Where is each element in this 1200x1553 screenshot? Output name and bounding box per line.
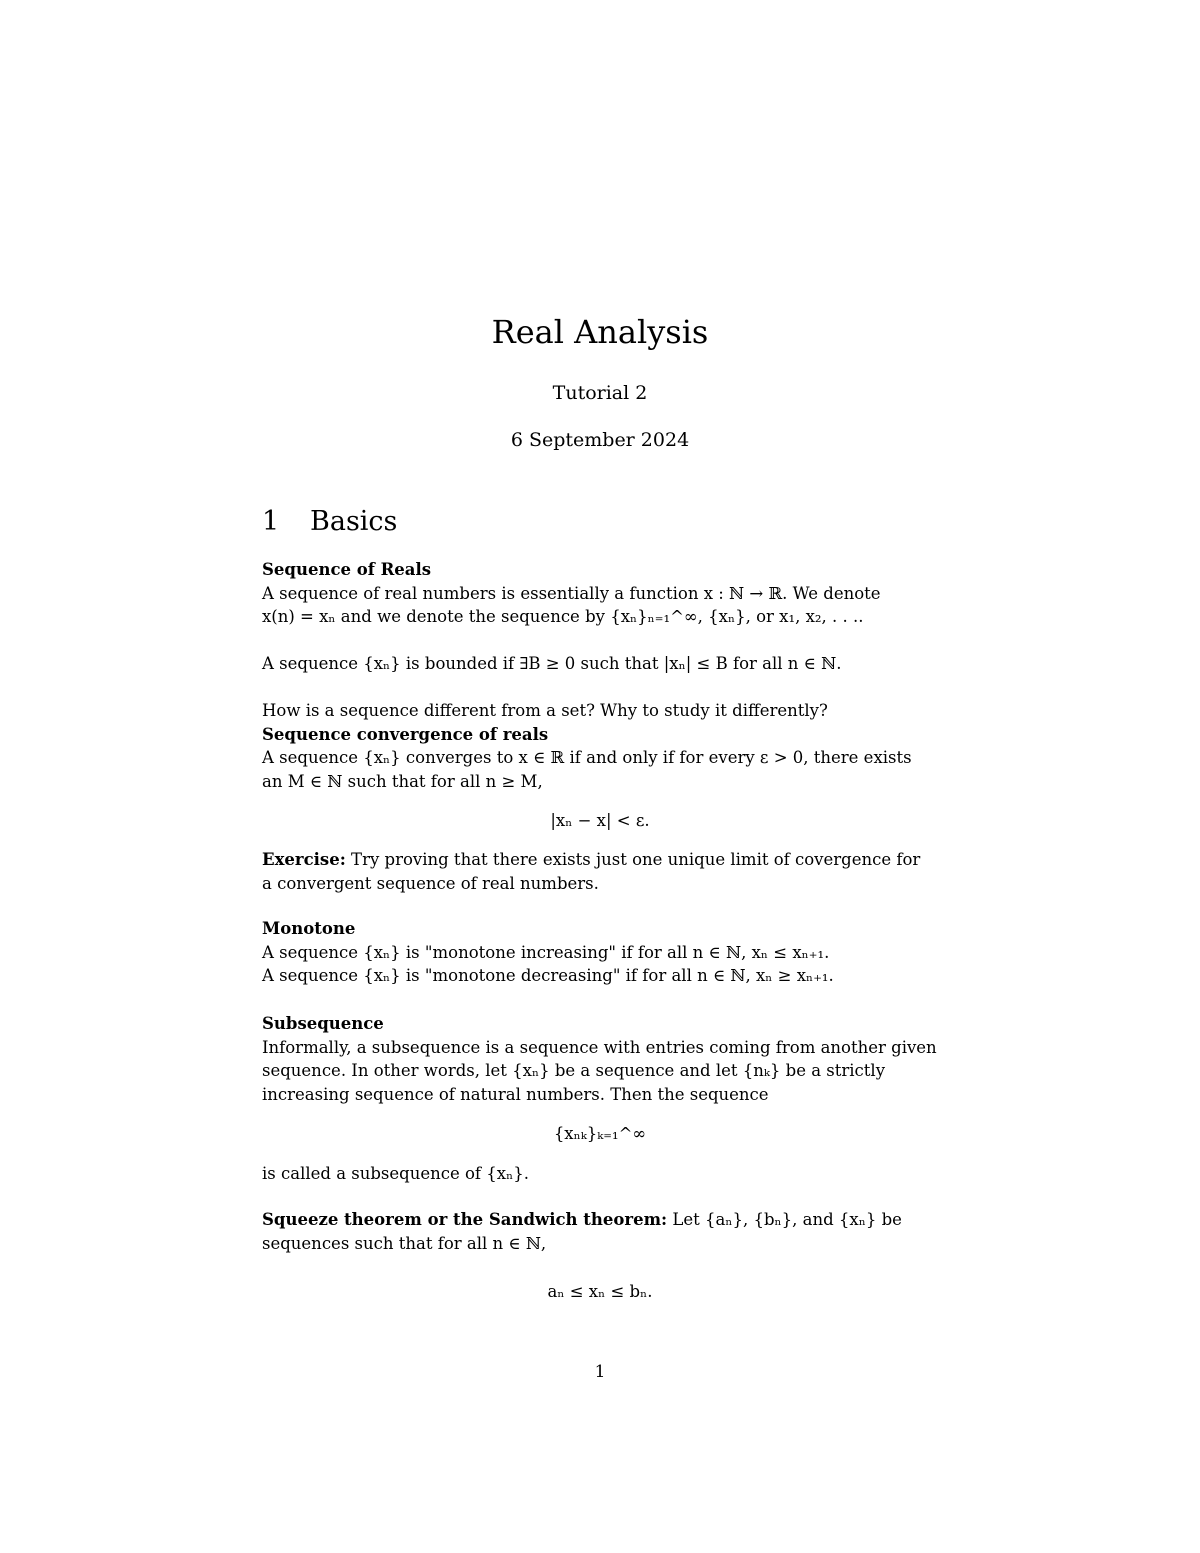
subsequence-line-1: Informally, a subsequence is a sequence with entries coming from another given [262,1037,937,1057]
exercise-line-2: a convergent sequence of real numbers. [262,873,599,893]
question-text: How is a sequence different from a set? Why to study it differently? [262,701,828,720]
monotone-block [262,917,938,988]
bounded-paragraph [262,652,938,676]
page-number: 1 [594,1362,606,1382]
document-title: Real Analysis [491,313,709,351]
exercise-label: Exercise: [262,850,346,869]
squeeze-text: Let {aₙ}, {bₙ}, and {xₙ} be [667,1210,902,1229]
subsequence-after-text: is called a subsequence of {xₙ}. [262,1164,529,1183]
squeeze-equation-text: aₙ ≤ xₙ ≤ bₙ. [547,1282,653,1301]
convergence-equation [262,809,938,833]
monotone-line-2: A sequence {xₙ} is "monotone decreasing" if for all n ∈ ℕ, xₙ ≥ xₙ₊₁. [262,966,834,985]
squeeze-line-1 [262,1208,938,1232]
document-date: 6 September 2024 [510,429,690,451]
squeeze-line-2: sequences such that for all n ∈ ℕ, [262,1233,547,1253]
convergence-block [262,699,938,793]
subsequence-equation-text: {xₙₖ}ₖ₌₁^∞ [553,1124,647,1143]
exercise-line-1 [262,848,938,872]
subsequence-equation [262,1122,938,1146]
convergence-line-1: A sequence {xₙ} converges to x ∈ ℝ if and only if for every ε > 0, there exists [262,748,912,767]
subsequence-block [262,1012,938,1106]
subsequence-line-2: sequence. In other words, let {xₙ} be a sequence and let {nₖ} be a strictly [262,1061,886,1080]
subsequence-after-paragraph [262,1162,938,1186]
monotone-heading: Monotone [262,919,356,938]
squeeze-label: Squeeze theorem or the Sandwich theorem: [262,1210,668,1229]
section-number: 1 [262,506,280,537]
convergence-heading: Sequence convergence of reals [262,724,549,744]
subsequence-heading: Subsequence [262,1014,384,1033]
monotone-line-1: A sequence {xₙ} is "monotone increasing" if for all n ∈ ℕ, xₙ ≤ xₙ₊₁. [262,942,830,962]
convergence-equation-text: |xₙ − x| < ε. [550,811,650,830]
squeeze-theorem-paragraph [262,1208,938,1255]
document-subtitle: Tutorial 2 [552,382,648,404]
sequence-line-1: A sequence of real numbers is essentially a function x : ℕ → ℝ. We denote [262,583,881,603]
bounded-text: A sequence {xₙ} is bounded if ∃B ≥ 0 such that |xₙ| ≤ B for all n ∈ ℕ. [262,654,842,673]
squeeze-equation [262,1280,938,1304]
exercise-paragraph [262,848,938,895]
subsequence-line-3: increasing sequence of natural numbers. Then the sequence [262,1084,769,1104]
section-title: Basics [310,506,398,537]
convergence-line-2: an M ∈ ℕ such that for all n ≥ M, [262,771,543,791]
exercise-text: Try proving that there exists just one unique limit of covergence for [345,850,921,869]
sequence-heading: Sequence of Reals [262,560,432,579]
section-heading [262,506,397,537]
sequence-line-2: x(n) = xₙ and we denote the sequence by {xₙ}ₙ₌₁^∞, {xₙ}, or x₁, x₂, . . .. [262,607,864,626]
sequence-of-reals-block [262,558,938,629]
